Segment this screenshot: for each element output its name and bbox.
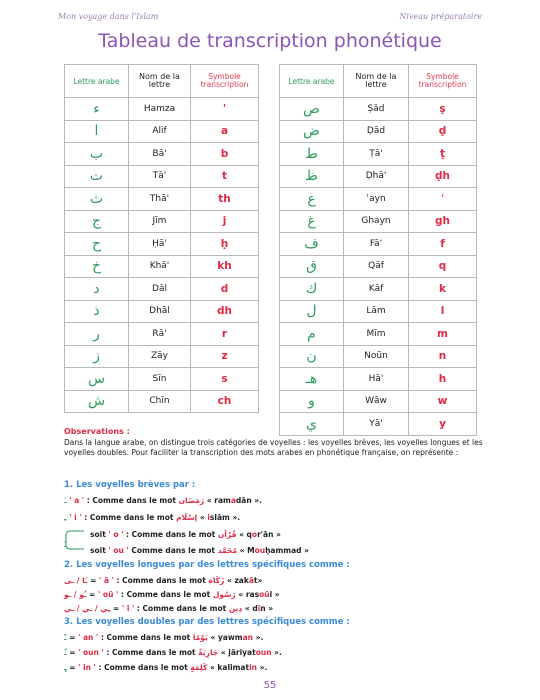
vowel-code: ' ā ' bbox=[99, 576, 114, 585]
observations-block bbox=[64, 426, 484, 459]
transcription-symbol: ṣ bbox=[409, 98, 477, 121]
arabic-letter: م bbox=[280, 323, 344, 346]
latin-post: ḥammad » bbox=[265, 546, 310, 555]
header-level: Niveau préparatoire bbox=[399, 12, 482, 21]
right-table-row bbox=[280, 368, 477, 391]
left-table-row bbox=[65, 165, 259, 188]
right-table-row bbox=[280, 345, 477, 368]
letter-name: Hā' bbox=[344, 368, 409, 391]
latin-post: ». bbox=[271, 648, 282, 657]
letter-name: Lām bbox=[344, 300, 409, 323]
right-table-row bbox=[280, 98, 477, 121]
letter-name: ʿayn bbox=[344, 188, 409, 211]
letter-name: Chīn bbox=[129, 390, 191, 413]
right-table-row bbox=[280, 278, 477, 301]
arabic-letter: ض bbox=[280, 120, 344, 143]
right-table-row bbox=[280, 255, 477, 278]
transcription-symbol: k bbox=[409, 278, 477, 301]
transcription-symbol: ḍh bbox=[409, 165, 477, 188]
arabic-letter: ث bbox=[65, 188, 129, 211]
transcription-symbol: d bbox=[191, 278, 259, 301]
observations-title: Observations : bbox=[64, 427, 130, 436]
latin-post: r'ān » bbox=[257, 530, 281, 539]
vowel-mark: ـٍ bbox=[64, 663, 67, 672]
section-long-vowels: 2. Les voyelles longues par des lettres spécifiques comme : bbox=[64, 560, 350, 570]
arabic-example: كَلِمَةٍ bbox=[190, 663, 208, 672]
example-label: : Comme dans le mot bbox=[106, 648, 196, 657]
letter-name: Ḥā' bbox=[129, 233, 191, 256]
letter-name: Hamza bbox=[129, 98, 191, 121]
vowel-mark: ـِ bbox=[64, 513, 67, 522]
arabic-letter: ك bbox=[280, 278, 344, 301]
vowel-mark: ـٌ bbox=[64, 648, 67, 657]
vowel-code: ' oun ' bbox=[78, 648, 104, 657]
latin-highlight: o bbox=[251, 530, 258, 539]
page-number: 55 bbox=[263, 680, 277, 691]
letter-name: Ghayn bbox=[344, 210, 409, 233]
transcription-symbol: b bbox=[191, 143, 259, 166]
header-arabic-letter: Lettre arabe bbox=[280, 65, 344, 98]
arabic-letter: خ bbox=[65, 255, 129, 278]
latin-post: n » bbox=[260, 604, 274, 613]
latin-highlight: ou bbox=[254, 546, 266, 555]
transcription-symbol: w bbox=[409, 390, 477, 413]
letter-name: Yā' bbox=[344, 413, 409, 436]
arabic-letter: ص bbox=[280, 98, 344, 121]
short-vowel-ou-mark bbox=[64, 540, 67, 549]
vowel-mark: ـَا / ـى bbox=[64, 576, 88, 585]
right-table-row bbox=[280, 390, 477, 413]
left-table-row bbox=[65, 188, 259, 211]
long-vowel-a: ـَا / ـى = ' ā ' : Comme dans le mot زَكَاة « zakāt» bbox=[64, 576, 263, 585]
section-double-vowels: 3. Les voyelles doubles par des lettres spécifiques comme : bbox=[64, 617, 350, 627]
right-table-row bbox=[280, 233, 477, 256]
arabic-example: يَوْمًا bbox=[192, 633, 208, 642]
arabic-letter: ذ bbox=[65, 300, 129, 323]
transcription-symbol: f bbox=[409, 233, 477, 256]
vowel-code: ' ī ' bbox=[121, 604, 135, 613]
arabic-letter: ا bbox=[65, 120, 129, 143]
letter-name: Zāy bbox=[129, 345, 191, 368]
example-label: : Comme dans le mot bbox=[100, 633, 191, 642]
arabic-letter: ب bbox=[65, 143, 129, 166]
vowel-mark: ـِي / ـي / ـي bbox=[64, 604, 111, 613]
arabic-example: زَكَاة bbox=[208, 576, 225, 585]
latin-highlight: i bbox=[207, 513, 210, 522]
transcription-symbol: ch bbox=[191, 390, 259, 413]
arabic-example: إسْلَام bbox=[176, 513, 198, 522]
latin-highlight: a bbox=[230, 496, 236, 505]
latin-post: l » bbox=[269, 590, 280, 599]
header-arabic-letter: Lettre arabe bbox=[65, 65, 129, 98]
transcription-symbol: ʿ bbox=[409, 188, 477, 211]
vowel-code: ' oū ' bbox=[98, 590, 119, 599]
transcription-symbol: ' bbox=[191, 98, 259, 121]
short-vowel-ou bbox=[90, 546, 309, 555]
left-table-row bbox=[65, 210, 259, 233]
left-table-row bbox=[65, 98, 259, 121]
transcription-symbol: ḍ bbox=[409, 120, 477, 143]
arabic-letter: ق bbox=[280, 255, 344, 278]
arabic-example: مُحَمَّد bbox=[217, 546, 238, 555]
letter-name: Wāw bbox=[344, 390, 409, 413]
latin-pre: « ras bbox=[238, 590, 260, 599]
arabic-letter: د bbox=[65, 278, 129, 301]
transcription-symbol: ṭ bbox=[409, 143, 477, 166]
transcription-symbol: gh bbox=[409, 210, 477, 233]
latin-post: ». bbox=[253, 633, 264, 642]
latin-post: ». bbox=[257, 663, 268, 672]
right-table-row bbox=[280, 143, 477, 166]
latin-post: slām ». bbox=[209, 513, 241, 522]
vowel-code: ' ou ' bbox=[108, 546, 129, 555]
transcription-symbol: z bbox=[191, 345, 259, 368]
example-label: : Comme dans le mot bbox=[98, 663, 188, 672]
transcription-symbol: n bbox=[409, 345, 477, 368]
latin-pre: « kalimat bbox=[209, 663, 250, 672]
section-short-vowels: 1. Les voyelles brèves par : bbox=[64, 480, 196, 490]
latin-pre: « d bbox=[244, 604, 258, 613]
letter-name: Ṣād bbox=[344, 98, 409, 121]
vowel-mark: ـُ bbox=[64, 540, 67, 549]
header-symbol: Symbole transcription bbox=[409, 65, 477, 98]
example-label: : Comme dans le mot bbox=[126, 530, 216, 539]
example-label: : Comme dans le mot bbox=[84, 513, 174, 522]
arabic-letter: ز bbox=[65, 345, 129, 368]
letter-name: Alif bbox=[129, 120, 191, 143]
left-table-row bbox=[65, 323, 259, 346]
transcription-symbol: m bbox=[409, 323, 477, 346]
vowel-mark: ـً bbox=[64, 633, 67, 642]
transcription-symbol: kh bbox=[191, 255, 259, 278]
letter-name: Mīm bbox=[344, 323, 409, 346]
left-table-row bbox=[65, 120, 259, 143]
latin-highlight: oū bbox=[259, 590, 270, 599]
letter-name: Thā' bbox=[129, 188, 191, 211]
latin-highlight: in bbox=[249, 663, 257, 672]
arabic-example: قُرْآن bbox=[217, 530, 237, 539]
left-table-row bbox=[65, 278, 259, 301]
right-table-row bbox=[280, 323, 477, 346]
latin-pre: « bbox=[199, 513, 208, 522]
latin-pre: « jāriyat bbox=[220, 648, 256, 657]
double-vowel-oun: ـٌ = ' oun ' : Comme dans le mot جَارِيَةٌ « jāriyatoun ». bbox=[64, 648, 282, 657]
letter-name: Bā' bbox=[129, 143, 191, 166]
soit-label: soit bbox=[90, 546, 106, 555]
latin-pre: « q bbox=[239, 530, 252, 539]
transcription-symbol: j bbox=[191, 210, 259, 233]
letter-name: Jīm bbox=[129, 210, 191, 233]
letter-name: Dhāl bbox=[129, 300, 191, 323]
arabic-letter: ج bbox=[65, 210, 129, 233]
arabic-letter: ظ bbox=[280, 165, 344, 188]
letter-name: Tā' bbox=[129, 165, 191, 188]
right-table-row bbox=[280, 300, 477, 323]
transcription-table-right bbox=[279, 64, 477, 436]
arabic-letter: ف bbox=[280, 233, 344, 256]
arabic-letter: ن bbox=[280, 345, 344, 368]
transcription-symbol: l bbox=[409, 300, 477, 323]
right-table-row bbox=[280, 165, 477, 188]
vowel-mark: ـُو / ـو bbox=[64, 590, 87, 599]
letter-name: Kāf bbox=[344, 278, 409, 301]
short-vowel-o bbox=[90, 530, 281, 539]
letter-name: Ḍhā' bbox=[344, 165, 409, 188]
vowel-code: ' a ' bbox=[69, 496, 85, 505]
arabic-letter: ط bbox=[280, 143, 344, 166]
transcription-symbol: r bbox=[191, 323, 259, 346]
transcription-symbol: h bbox=[409, 368, 477, 391]
arabic-letter: ر bbox=[65, 323, 129, 346]
transcription-symbol: s bbox=[191, 368, 259, 391]
vowel-mark: ـَ bbox=[64, 496, 67, 505]
vowel-code: ' i ' bbox=[69, 513, 82, 522]
arabic-letter: هـ bbox=[280, 368, 344, 391]
latin-pre: « yawm bbox=[210, 633, 243, 642]
soit-label: soit bbox=[90, 530, 106, 539]
header-letter-name: Nom de la lettre bbox=[344, 65, 409, 98]
right-table-row bbox=[280, 188, 477, 211]
arabic-letter: س bbox=[65, 368, 129, 391]
observations-text: Dans la langue arabe, on distingue trois catégories de voyelles : les voyelles brèves, les voyelles longues et les voyelles doubles. Pour faciliter la transcription des mots arabes en phonétique française, on représente : bbox=[64, 437, 483, 458]
right-table-row bbox=[280, 210, 477, 233]
transcription-symbol: q bbox=[409, 255, 477, 278]
transcription-symbol: dh bbox=[191, 300, 259, 323]
latin-highlight: an bbox=[242, 633, 253, 642]
letter-name: Rā' bbox=[129, 323, 191, 346]
left-table-row bbox=[65, 345, 259, 368]
arabic-example: جَارِيَةٌ bbox=[198, 648, 219, 657]
latin-pre: « zak bbox=[226, 576, 249, 585]
header-symbol: Symbole transcription bbox=[191, 65, 259, 98]
arabic-letter: ء bbox=[65, 98, 129, 121]
latin-post: t» bbox=[253, 576, 263, 585]
short-vowel-a bbox=[64, 496, 262, 505]
left-table-row bbox=[65, 233, 259, 256]
vowel-code: ' o ' bbox=[108, 530, 124, 539]
latin-highlight: ā bbox=[248, 576, 254, 585]
transcription-table-left bbox=[64, 64, 259, 413]
example-label: : Comme dans le mot bbox=[136, 604, 227, 613]
transcription-symbol: y bbox=[409, 413, 477, 436]
arabic-letter: ش bbox=[65, 390, 129, 413]
double-vowel-an: ـً = ' an ' : Comme dans le mot يَوْمًا « yawman ». bbox=[64, 633, 264, 642]
example-label: : Comme dans le mot bbox=[116, 576, 206, 585]
transcription-symbol: t bbox=[191, 165, 259, 188]
header-letter-name: Nom de la lettre bbox=[129, 65, 191, 98]
example-label: : Comme dans le mot bbox=[120, 590, 211, 599]
page-title: Tableau de transcription phonétique bbox=[98, 30, 442, 52]
right-table-row bbox=[280, 120, 477, 143]
left-table-row bbox=[65, 255, 259, 278]
example-label: : Comme dans le mot bbox=[86, 496, 176, 505]
vowel-code: ' an ' bbox=[78, 633, 99, 642]
long-vowel-ou: ـُو / ـو = ' oū ' : Comme dans le mot رَسُول « rasoūl » bbox=[64, 590, 280, 599]
letter-name: Fā' bbox=[344, 233, 409, 256]
transcription-symbol: a bbox=[191, 120, 259, 143]
header-book-title: Mon voyage dans l'Islam bbox=[58, 12, 159, 21]
transcription-symbol: ḥ bbox=[191, 233, 259, 256]
letter-name: Ḍād bbox=[344, 120, 409, 143]
latin-post: dān ». bbox=[235, 496, 262, 505]
arabic-example: رَمَضَان bbox=[178, 496, 205, 505]
latin-pre: « M bbox=[239, 546, 255, 555]
arabic-letter: ح bbox=[65, 233, 129, 256]
left-table-row bbox=[65, 368, 259, 391]
letter-name: Khā' bbox=[129, 255, 191, 278]
double-vowel-in: ـٍ = ' in ' : Comme dans le mot كَلِمَةٍ « kalimatin ». bbox=[64, 663, 268, 672]
arabic-letter: ت bbox=[65, 165, 129, 188]
latin-pre: « ram bbox=[206, 496, 231, 505]
arabic-letter: ي bbox=[280, 413, 344, 436]
latin-highlight: ī bbox=[257, 604, 261, 613]
letter-name: Dāl bbox=[129, 278, 191, 301]
transcription-symbol: th bbox=[191, 188, 259, 211]
short-vowel-i bbox=[64, 513, 240, 522]
letter-name: Ṭā' bbox=[344, 143, 409, 166]
long-vowel-i: ـِي / ـي / ـي = ' ī ' : Comme dans le mot دِين « dīn » bbox=[64, 604, 274, 613]
arabic-letter: غ bbox=[280, 210, 344, 233]
arabic-letter: ع bbox=[280, 188, 344, 211]
arabic-letter: و bbox=[280, 390, 344, 413]
letter-name: Noūn bbox=[344, 345, 409, 368]
left-table-row bbox=[65, 300, 259, 323]
arabic-example: رَسُول bbox=[212, 590, 236, 599]
left-table-row bbox=[65, 143, 259, 166]
arabic-letter: ل bbox=[280, 300, 344, 323]
example-label: Comme dans le mot bbox=[131, 546, 215, 555]
vowel-code: ' in ' bbox=[78, 663, 96, 672]
latin-highlight: oun bbox=[255, 648, 272, 657]
letter-name: Sīn bbox=[129, 368, 191, 391]
left-table-row bbox=[65, 390, 259, 413]
letter-name: Qāf bbox=[344, 255, 409, 278]
arabic-example: دِين bbox=[228, 604, 243, 613]
